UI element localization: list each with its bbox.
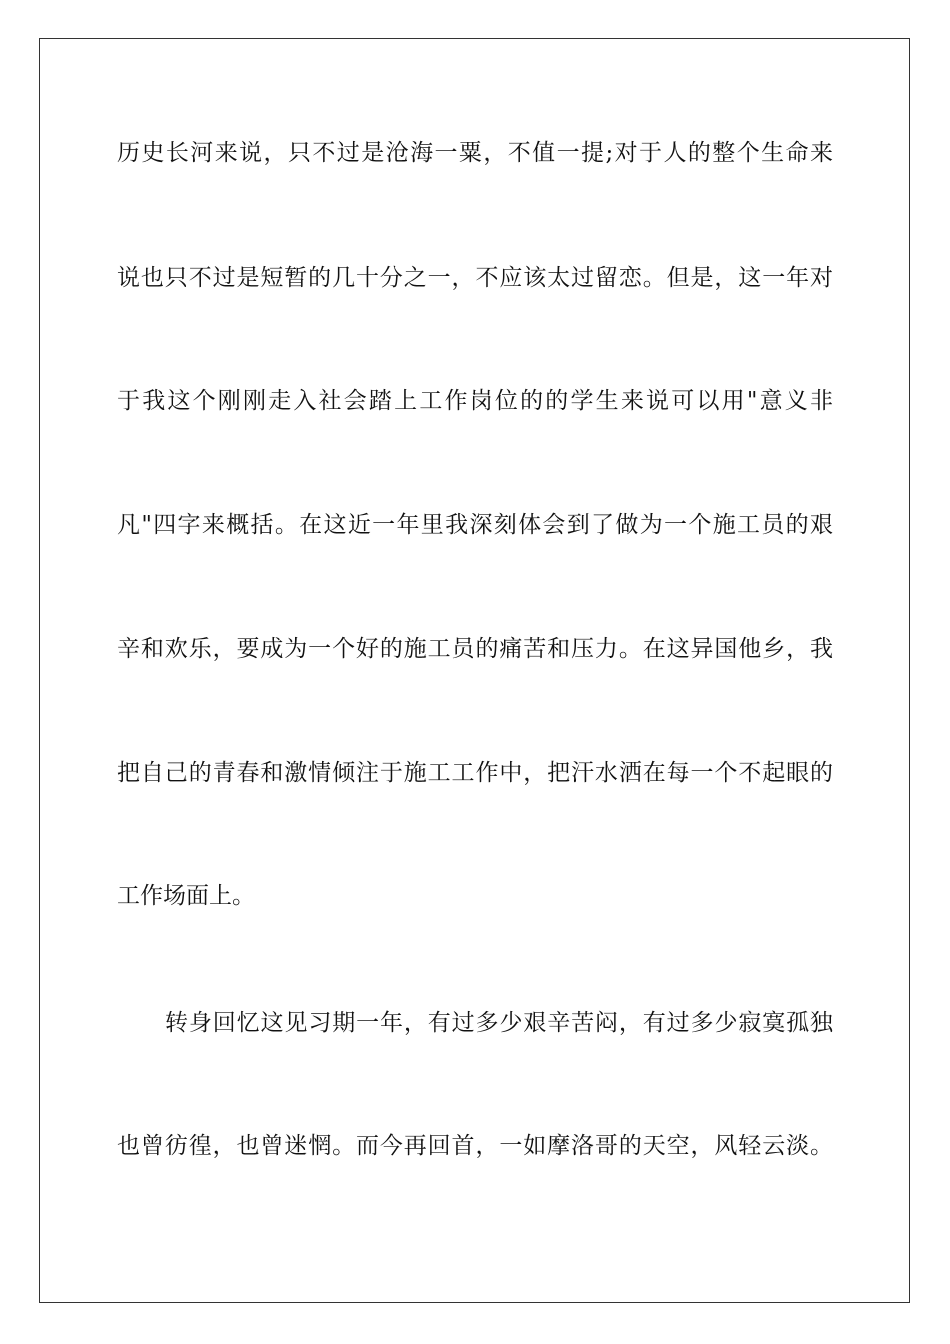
text-line-9: 也曾彷徨，也曾迷惘。而今再回首，一如摩洛哥的天空，风轻云淡。 — [117, 1133, 833, 1159]
text-line-2: 说也只不过是短暂的几十分之一，不应该太过留恋。但是，这一年对 — [117, 265, 833, 291]
text-line-4: 凡"四字来概括。在这近一年里我深刻体会到了做为一个施工员的艰 — [117, 512, 833, 538]
text-line-1: 历史长河来说，只不过是沧海一粟，不值一提;对于人的整个生命来 — [117, 140, 833, 166]
text-line-8: 转身回忆这见习期一年，有过多少艰辛苦闷，有过多少寂寞孤独 — [165, 1010, 833, 1036]
text-line-3: 于我这个刚刚走入社会踏上工作岗位的的学生来说可以用"意义非 — [117, 388, 833, 414]
text-line-5: 辛和欢乐，要成为一个好的施工员的痛苦和压力。在这异国他乡，我 — [117, 636, 833, 662]
text-line-6: 把自己的青春和激情倾注于施工工作中，把汗水洒在每一个不起眼的 — [117, 760, 833, 786]
text-line-7: 工作场面上。 — [117, 883, 255, 909]
page-frame — [39, 38, 910, 1303]
